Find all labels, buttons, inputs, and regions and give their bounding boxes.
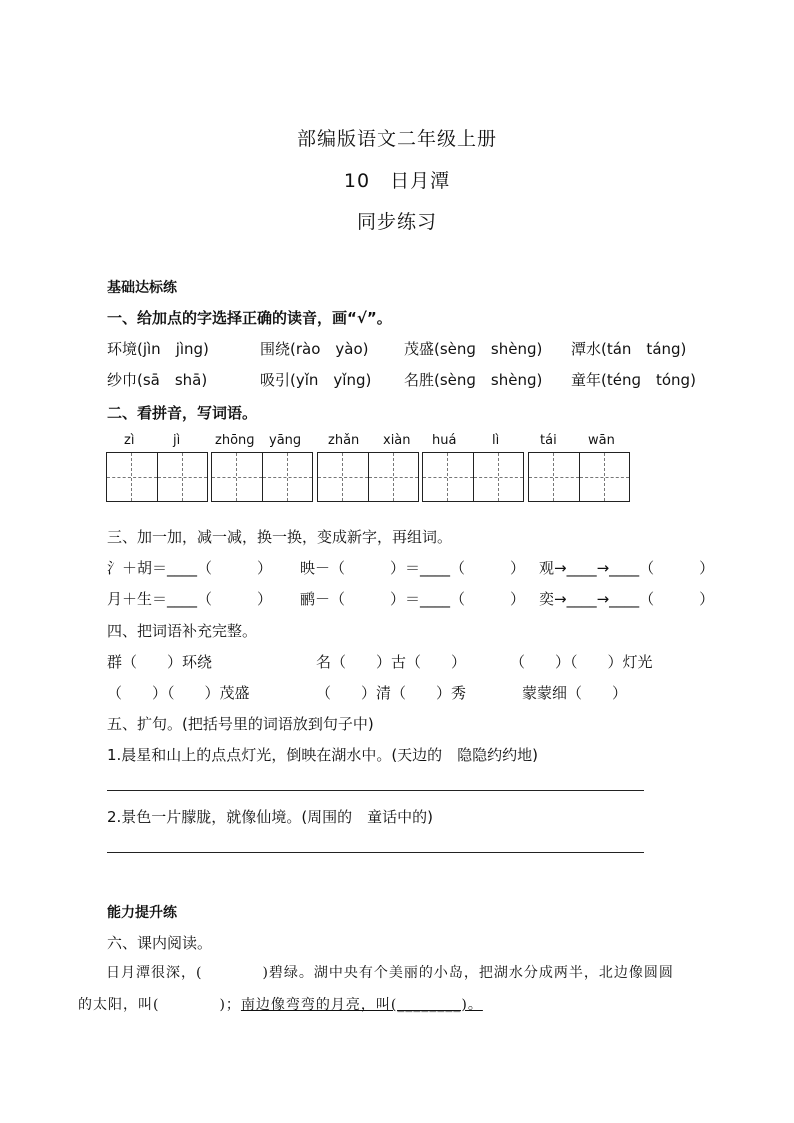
pinyin-label: huá [432,433,457,448]
char-exercise: 映－（ ）＝____（ ） [300,559,526,577]
writing-cell[interactable] [473,453,523,501]
writing-grid[interactable] [106,452,208,502]
pinyin-label: wān [588,433,615,448]
pinyin-choice-item: 环境(jìn jìng) [107,340,209,358]
reading-line-2 [78,994,483,1014]
document-title: 部编版语文二年级上册 [296,128,497,150]
phrase-fill: （ ）（ ）灯光 [510,653,653,671]
char-exercise: 奕→____→____（ ） [539,590,715,608]
phrase-fill: （ ）（ ）茂盛 [107,684,250,702]
reading-line-2-part-1: 的太阳，叫( )； [78,997,241,1013]
pinyin-label: lì [492,433,500,448]
section-basic-heading: 基础达标练 [107,280,177,296]
pinyin-label: zì [124,433,135,448]
question-5-title: 五、扩句。(把括号里的词语放到句子中) [107,715,374,733]
question-6-title: 六、课内阅读。 [107,934,213,952]
writing-cell[interactable] [318,453,368,501]
pinyin-choice-item: 围绕(rào yào) [260,340,369,358]
question-1-title: 一、给加点的字选择正确的读音，画“√”。 [107,309,392,327]
phrase-fill: 群（ ）环绕 [107,653,213,671]
writing-cell[interactable] [157,453,207,501]
writing-grid[interactable] [422,452,524,502]
writing-cell[interactable] [107,453,157,501]
writing-cell[interactable] [423,453,473,501]
writing-grid[interactable] [317,452,419,502]
writing-cell[interactable] [212,453,262,501]
pinyin-label: jì [173,433,181,448]
writing-grid[interactable] [528,452,630,502]
question-2-title: 二、看拼音，写词语。 [107,404,258,422]
char-exercise: 月＋生＝____（ ） [107,590,273,608]
writing-cell[interactable] [529,453,579,501]
answer-line-1[interactable] [107,790,644,791]
question-4-title: 四、把词语补充完整。 [107,622,258,640]
writing-grid[interactable] [211,452,313,502]
phrase-fill: 蒙蒙细（ ） [522,684,628,702]
pinyin-label: yānɡ [269,433,302,448]
pinyin-label: xiàn [383,433,411,448]
document-subtitle: 同步练习 [356,211,437,233]
char-exercise: 氵＋胡＝____（ ） [107,559,273,577]
sentence-2: 2.景色一片朦胧，就像仙境。(周围的 童话中的) [107,808,434,826]
pinyin-label: zhōnɡ [215,433,255,448]
phrase-fill: （ ）清（ ）秀 [316,684,467,702]
pinyin-label: zhǎn [328,433,360,448]
writing-cell[interactable] [579,453,629,501]
lesson-title: 10 日月潭 [343,170,451,192]
phrase-fill: 名（ ）古（ ） [316,653,467,671]
pinyin-choice-item: 名胜(sènɡ shènɡ) [404,371,543,389]
pinyin-choice-item: 潭水(tán táng) [571,340,687,358]
writing-cell[interactable] [368,453,418,501]
pinyin-choice-item: 茂盛(sènɡ shènɡ) [404,340,543,358]
pinyin-choice-item: 童年(ténɡ tóng) [571,371,696,389]
question-3-title: 三、加一加，减一减，换一换，变成新字，再组词。 [107,528,453,546]
section-advanced-heading: 能力提升练 [107,905,177,921]
sentence-1: 1.晨星和山上的点点灯光，倒映在湖水中。(天边的 隐隐约约地) [107,746,539,764]
pinyin-label: tái [540,433,557,448]
writing-cell[interactable] [262,453,312,501]
pinyin-choice-item: 纱巾(sā shā) [107,371,208,389]
reading-line-2-part-2-underlined: 南边像弯弯的月亮，叫(________)。 [240,997,483,1013]
reading-line-1: 日月潭很深，( )碧绿。湖中央有个美丽的小岛，把湖水分成两半，北边像圆圆 [106,965,674,981]
answer-line-2[interactable] [107,852,644,853]
char-exercise: 观→____→____（ ） [539,559,715,577]
pinyin-choice-item: 吸引(yǐn yǐng) [260,371,372,389]
char-exercise: 鹂－（ ）＝____（ ） [300,590,526,608]
